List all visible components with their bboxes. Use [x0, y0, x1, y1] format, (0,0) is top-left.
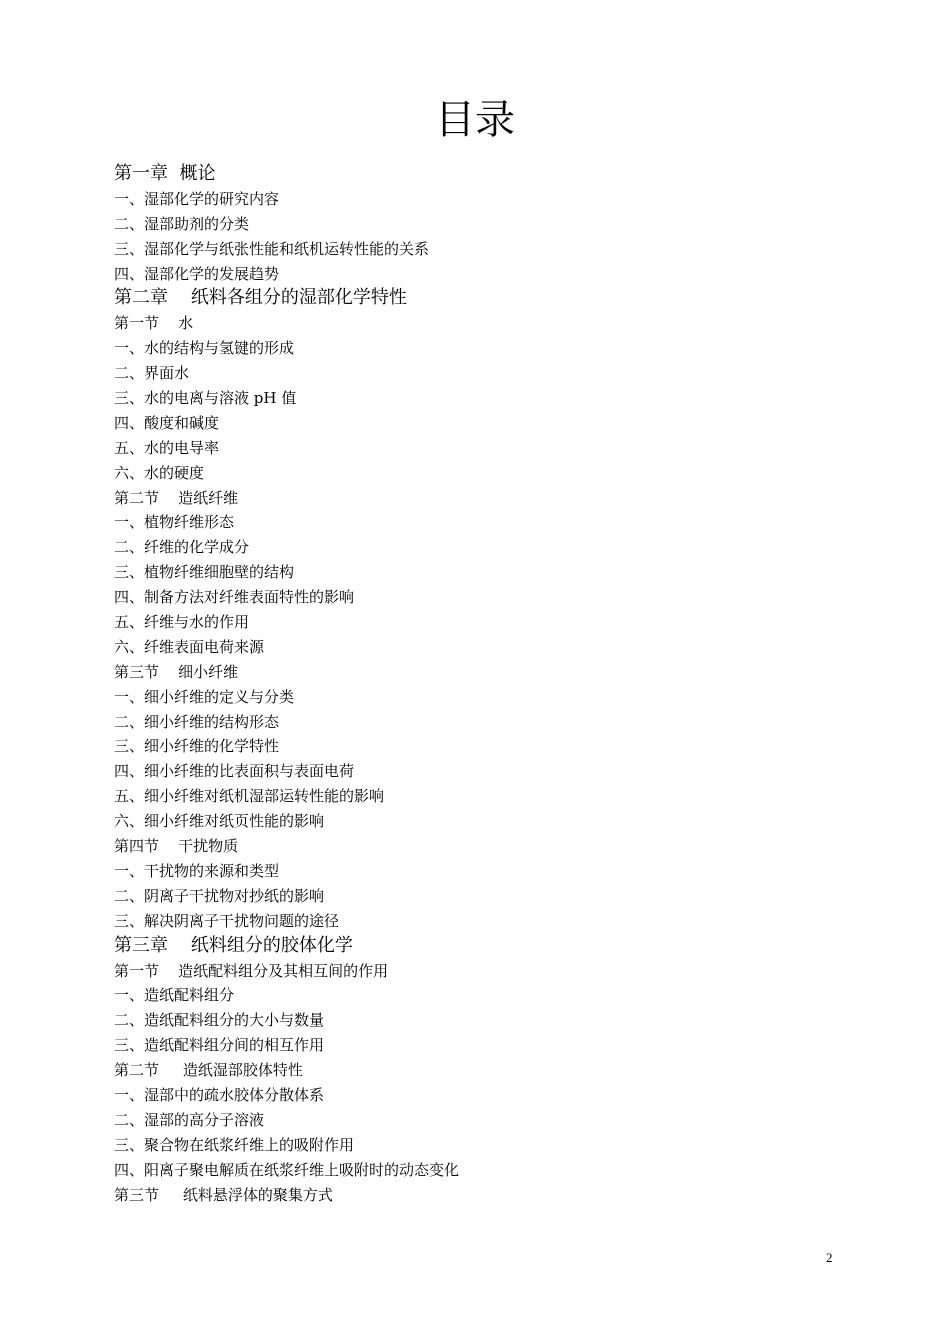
toc-item: 五、细小纤维对纸机湿部运转性能的影响 — [114, 787, 385, 806]
toc-item: 二、界面水 — [114, 364, 190, 383]
toc-item: 四、阳离子聚电解质在纸浆纤维上吸附时的动态变化 — [114, 1160, 460, 1179]
toc-item: 四、细小纤维的比表面积与表面电荷 — [114, 762, 355, 781]
toc-item: 六、水的硬度 — [114, 463, 205, 482]
page-title: 目录 — [435, 97, 515, 143]
toc-item: 四、酸度和碱度 — [114, 413, 220, 432]
toc-section: 第四节 干扰物质 — [114, 837, 239, 856]
toc-item: 三、植物纤维细胞壁的结构 — [114, 563, 295, 582]
toc-item: 六、细小纤维对纸页性能的影响 — [114, 812, 325, 831]
toc-section: 第一节 造纸配料组分及其相互间的作用 — [114, 961, 389, 980]
toc-item: 一、水的结构与氢键的形成 — [114, 339, 295, 358]
toc-item: 三、细小纤维的化学特性 — [114, 737, 280, 756]
toc-item: 二、阴离子干扰物对抄纸的影响 — [114, 886, 325, 905]
toc-section: 第一节 水 — [114, 314, 194, 333]
toc-section: 第二节 造纸湿部胶体特性 — [114, 1061, 303, 1080]
toc-item: 一、造纸配料组分 — [114, 986, 235, 1005]
toc-section: 第三节 细小纤维 — [114, 662, 239, 681]
toc-item: 一、植物纤维形态 — [114, 513, 235, 532]
toc-item: 三、聚合物在纸浆纤维上的吸附作用 — [114, 1135, 355, 1154]
toc-item: 四、湿部化学的发展趋势 — [114, 264, 280, 283]
page-number: 2 — [826, 1250, 833, 1265]
toc-item: 二、造纸配料组分的大小与数量 — [114, 1011, 325, 1030]
toc-item: 一、干扰物的来源和类型 — [114, 861, 280, 880]
toc-item: 一、细小纤维的定义与分类 — [114, 687, 295, 706]
toc-item: 三、湿部化学与纸张性能和纸机运转性能的关系 — [114, 239, 430, 258]
toc-item: 五、水的电导率 — [114, 438, 220, 457]
toc-item: 二、细小纤维的结构形态 — [114, 712, 280, 731]
toc-chapter: 第二章 纸料各组分的湿部化学特性 — [114, 287, 407, 309]
toc-item: 六、纤维表面电荷来源 — [114, 637, 265, 656]
toc-item: 二、纤维的化学成分 — [114, 538, 250, 557]
toc-section: 第二节 造纸纤维 — [114, 488, 239, 507]
toc-item: 三、造纸配料组分间的相互作用 — [114, 1036, 325, 1055]
toc-chapter: 第一章 概论 — [114, 163, 216, 184]
toc-item: 三、水的电离与溶液 pH 值 — [114, 389, 297, 408]
toc-chapter: 第三章 纸料组分的胶体化学 — [114, 934, 353, 956]
toc-item: 二、湿部助剂的分类 — [114, 214, 250, 233]
toc-item: 四、制备方法对纤维表面特性的影响 — [114, 588, 355, 607]
toc-item: 三、解决阴离子干扰物问题的途径 — [114, 911, 340, 930]
toc-item: 一、湿部中的疏水胶体分散体系 — [114, 1085, 325, 1104]
toc-item: 五、纤维与水的作用 — [114, 613, 250, 632]
table-of-contents — [114, 162, 874, 1207]
toc-item: 二、湿部的高分子溶液 — [114, 1110, 265, 1129]
toc-section: 第三节 纸料悬浮体的聚集方式 — [114, 1185, 333, 1204]
toc-item: 一、湿部化学的研究内容 — [114, 189, 280, 208]
